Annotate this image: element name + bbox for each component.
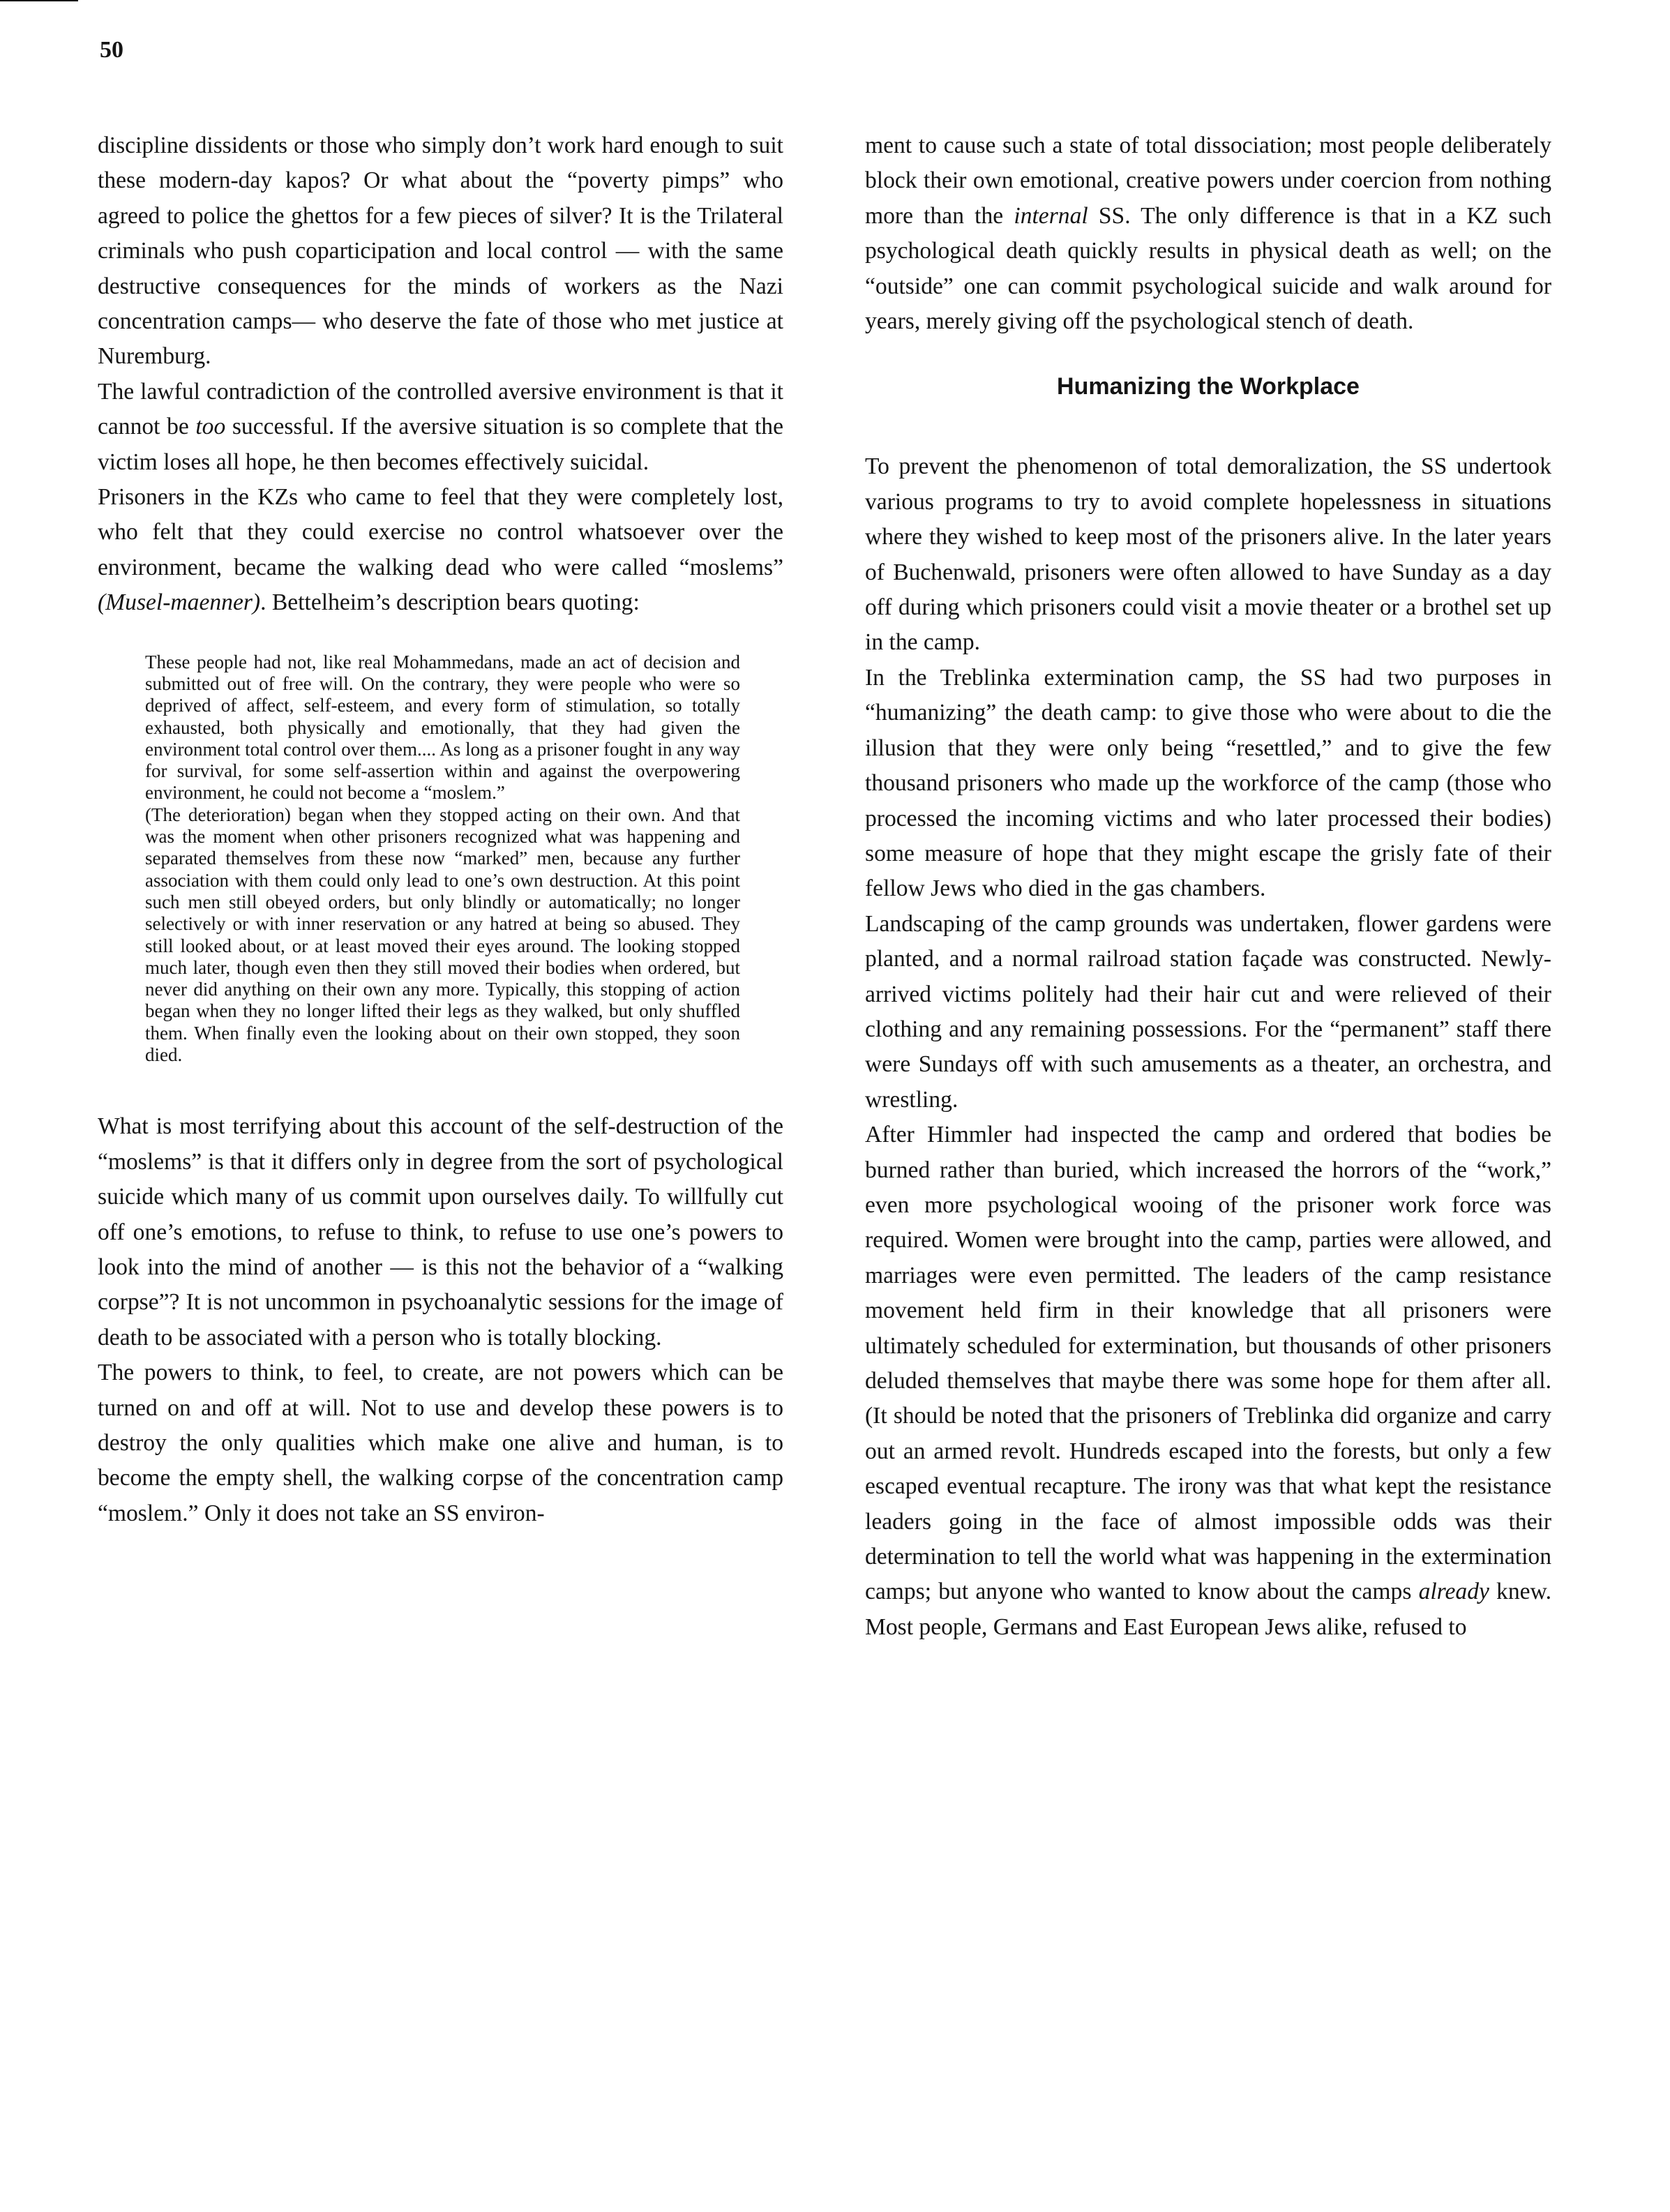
paragraph-text: Prisoners in the KZs who came to feel that they were completely lost, who felt that they could exercise no control whatsoever over the environment, became the walking dead who were called “moslems”	[98, 484, 783, 580]
quote-paragraph: These people had not, like real Mohammedans, made an act of decision and submitted out of free will. On the contrary, they were people who were so deprived of affect, self-esteem, and every form of stimulation, so totally exhausted, both physically and emotionally, that they had given the environment total control over them.... As long as a prisoner fought in any way for survival, for some self-assertion within and against the overpowering environment, he could not become a “moslem.”	[145, 651, 740, 804]
paragraph: What is most terrifying about this account of the self-destruction of the “moslems” is that it differs only in degree from the sort of psychological suicide which many of us commit upon ourselves daily. To willfully cut off one’s emotions, to refuse to think, to refuse to use one’s powers to look into the mind of another — is this not the behavior of a “walking corpse”? It is not uncommon in psychoanalytic sessions for the image of death to be associated with a person who is totally blocking.	[98, 1113, 783, 1350]
paragraph	[865, 1118, 1551, 1645]
paragraph	[865, 128, 1551, 339]
paragraph: Landscaping of the camp grounds was undertaken, flower gardens were planted, and a normal railroad station façade was constructed. Newly-arrived victims politely had their hair cut and were relieved of their clothing and any remaining possessions. For the “permanent” staff there were Sundays off with such amusements as a theater, an orchestra, and wrestling.	[865, 910, 1551, 1113]
paragraph: To prevent the phenomenon of total demoralization, the SS undertook various programs to try to avoid complete hopelessness in situations where they wished to keep most of the prisoners alive. In the later years of Buchenwald, prisoners were often allowed to have Sunday as a day off during which prisoners could visit a movie theater or a brothel set up in the camp.	[865, 453, 1551, 656]
page-number: 50	[100, 37, 123, 63]
paragraph-text: The lawful contradiction of the controlled aversive environment is that it cannot be	[98, 378, 783, 440]
paragraph: discipline dissidents or those who simply don’t work hard enough to suit these modern-day kapos? Or what about the “poverty pimps” who agreed to police the ghettos for a few pieces of silver? It is the Trilateral criminals who push coparticipation and local control — with the same destructive consequences for the minds of workers as the Nazi concentration camps— who deserve the fate of those who met justice at Nuremburg.	[98, 133, 783, 370]
paragraph-text: After Himmler had inspected the camp and ordered that bodies be burned rather than buried, which increased the horrors of the “work,” even more psychological wooing of the prisoner work force was required. Women were brought into the camp, parties were allowed, and marriages were even permitted. The leaders of the camp resistance movement held firm in their knowledge that all prisoners were ultimately scheduled for extermination, but thousands of other prisoners deluded themselves that maybe there was some hope for them after all. (It should be noted that the prisoners of Treblinka did organize and carry out an armed revolt. Hundreds escaped into the forests, but only a few escaped eventual recapture. The irony was that what kept the resistance leaders going in the face of almost impossible odds was their determination to tell the world what was happening in the extermination camps; but anyone who wanted to know about the camps	[865, 1122, 1551, 1605]
paragraph-text: . Bettelheim’s description bears quoting:	[260, 589, 640, 616]
paragraph	[98, 480, 783, 621]
section-heading: Humanizing the Workplace	[1057, 373, 1360, 400]
paragraph: In the Treblinka extermination camp, the SS had two purposes in “humanizing” the death camp: to give those who were about to die the illusion that they were only being “resettled,” and to give the few thousand prisoners who made up the workforce of the camp (those who processed the incoming victims and who later processed their bodies) some measure of hope that they might escape the grisly fate of their fellow Jews who died in the gas chambers.	[865, 664, 1551, 902]
paragraph-text: ment to cause such a state of total dissociation; most people deliberately block their own emotional, creative powers under coercion from nothing more than the	[865, 133, 1551, 229]
paragraph: The powers to think, to feel, to create, are not powers which can be turned on and off at will. Not to use and develop these powers is to destroy the only qualities which make one alive and human, is to become the empty shell, the walking corpse of the concentration camp “moslem.” Only it does not take an SS environ-	[98, 1360, 783, 1526]
paragraph-text: SS. The only difference is that in a KZ such psychological death quickly results in physical death as well; on the “outside” one can commit psychological suicide and walk around for years, merely giving off the psychological stench of death.	[865, 202, 1551, 335]
paragraph-text: successful. If the aversive situation is so complete that the victim loses all hope, he then becomes effectively suicidal.	[98, 414, 783, 475]
left-column	[98, 128, 783, 1531]
emphasis: too	[195, 414, 226, 440]
emphasis: internal	[1014, 202, 1088, 229]
paragraph-text: knew. Most people, Germans and East European Jews alike, refused to	[865, 1579, 1551, 1640]
emphasis: (Musel-maenner)	[98, 589, 261, 616]
block-quote	[145, 652, 740, 1067]
emphasis: already	[1418, 1579, 1489, 1605]
paragraph	[98, 375, 783, 480]
right-column	[865, 128, 1551, 1645]
top-rule	[0, 0, 78, 1]
quote-paragraph: (The deterioration) began when they stopped acting on their own. And that was the moment when other prisoners recognized what was happening and separated themselves from these now “marked” men, because any further association with them could only lead to one’s own destruction. At this point such men still obeyed orders, but only blindly or automatically; no longer selectively or with inner reservation or any hatred at being so abused. They still looked about, or at least moved their eyes around. The looking stopped much later, though even then they still moved their bodies when ordered, but never did anything on their own any more. Typically, this stopping of action began when they no longer lifted their legs as they walked, but only shuffled them. When finally even the looking about on their own stopped, they soon died.	[145, 804, 740, 1066]
